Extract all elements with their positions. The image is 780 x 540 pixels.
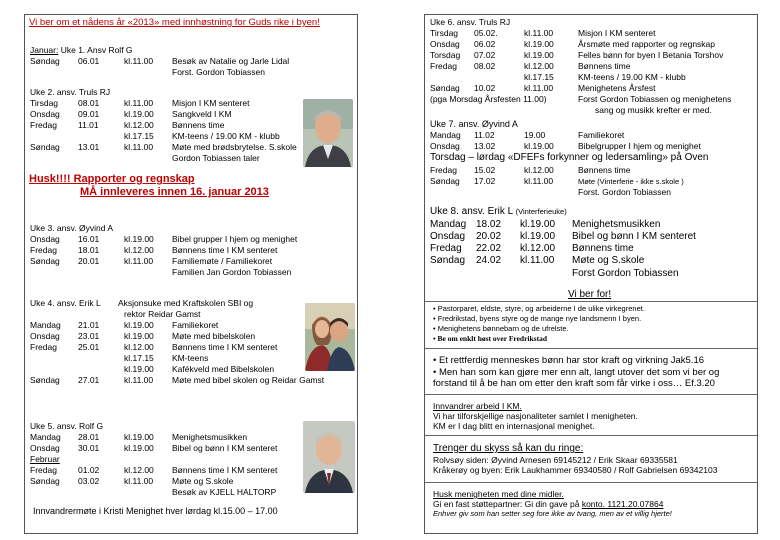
activity: Familiekoret [578, 130, 625, 140]
week-1-label: Uke 1. Ansv Rolf G [58, 45, 133, 55]
activity: Misjon I KM senteret [578, 28, 656, 38]
time: kl.19.00 [124, 364, 154, 374]
week-4-title: Uke 4. ansv. Erik L [30, 298, 101, 308]
date: 18.01 [78, 245, 100, 255]
day: Fredag [30, 465, 57, 475]
time: kl.19.00 [124, 234, 154, 244]
day: Torsdag [430, 50, 461, 60]
innvandrer-line: KM er I dag blitt en internasjonal menighet. [433, 421, 595, 431]
time: 19.00 [524, 130, 546, 140]
activity: Bibelgrupper I hjem og menighet [578, 141, 701, 151]
activity: Bønnens time I KM senteret [172, 245, 278, 255]
time: kl.19.00 [124, 320, 154, 330]
activity: KM-teens / 19.00 KM - klubb [172, 131, 280, 141]
husk-text: Gi en fast støttepartner: Gi din gave på [433, 499, 582, 509]
week-6-title: Uke 6. ansv. Truls RJ [430, 17, 511, 27]
activity: Besøk av Natalie og Jarle Lidal [172, 56, 290, 66]
day: Mandag [430, 219, 467, 230]
innvandrer-line: Vi har tilforskjellige nasjonaliteter samlet I menigheten. [433, 411, 638, 421]
time: kl.19.00 [524, 50, 554, 60]
activity: Bønnens time [578, 165, 631, 175]
innvandrer-block [433, 401, 751, 431]
date: 08.02 [474, 61, 496, 71]
activity: Bibel og bønn I KM senteret [572, 231, 696, 242]
activity: Felles bønn for byen I Betania Torshov [578, 50, 724, 60]
time: kl.11.00 [124, 256, 154, 266]
time: kl.11.00 [124, 142, 154, 152]
date: 13.02 [474, 141, 496, 151]
activity: Møte med brødsbrytelse. S.skole [172, 142, 297, 152]
day: Onsdag [430, 141, 460, 151]
page-header: Vi ber om et nådens år «2013» med innhøstning for Guds rike i byen! [29, 17, 320, 28]
vi-ber-heading: Vi ber for! [568, 289, 612, 300]
week-3-extra: Familien Jan Gordon Tobiassen [172, 267, 292, 277]
day: Fredag [30, 342, 57, 352]
notice-line-2: MÅ innleveres innen 16. januar 2013 [80, 186, 269, 198]
date: 01.02 [78, 465, 100, 475]
activity: Møte (Vinterferie - ikke s.skole ) [578, 177, 684, 186]
activity: Menighetsmusikken [172, 432, 248, 442]
week-6-extra-1: Forst Gordon Tobiassen og menighetens [578, 94, 732, 104]
skyss-line: Kråkerøy og byen: Erik Laukhammer 69340580 / Rolf Gabrielsen 69342103 [433, 465, 718, 475]
skyss-heading: Trenger du skyss så kan du ringe: [433, 443, 584, 454]
week-5-title: Uke 5. ansv. Rolf G [30, 421, 104, 431]
date: 06.02 [474, 39, 496, 49]
time: kl.11.00 [124, 476, 154, 486]
week-2-extra: Gordon Tobiassen taler [172, 153, 260, 163]
date: 07.02 [474, 50, 496, 60]
time: kl.19.00 [520, 231, 556, 242]
day: Søndag [30, 56, 60, 66]
week-6-extra-2: sang og musikk krefter er med. [595, 105, 712, 115]
day: Onsdag [30, 443, 60, 453]
day: Søndag [430, 255, 466, 266]
time: kl.11.00 [124, 56, 154, 66]
quote-block [433, 355, 751, 390]
activity: Bønnens time [572, 243, 634, 254]
day: Onsdag [430, 39, 460, 49]
vi-ber-list [433, 304, 751, 344]
activity: Bønnens time I KM senteret [172, 465, 278, 475]
week-7-title: Uke 7. ansv. Øyvind A [430, 119, 518, 129]
time: kl.19.00 [124, 331, 154, 341]
husk-block [433, 489, 751, 519]
skyss-line: Rolvsøy siden: Øyvind Arnesen 69145212 / Erik Skaar 69335581 [433, 455, 678, 465]
date: 21.01 [78, 320, 100, 330]
time: kl.17.15 [124, 131, 154, 141]
date: 25.01 [78, 342, 100, 352]
date: 30.01 [78, 443, 100, 453]
activity: Møte og S.skole [172, 476, 234, 486]
month-januar: Januar: [30, 45, 59, 55]
date: 15.02 [474, 165, 496, 175]
time: kl.11.00 [524, 176, 554, 186]
time: kl.11.00 [124, 98, 154, 108]
date: 11.02 [474, 130, 495, 140]
divider [425, 348, 757, 349]
week-8-title [430, 206, 567, 217]
divider [425, 435, 757, 436]
time: kl.12.00 [524, 61, 554, 71]
day: Fredag [430, 165, 457, 175]
week-5-extra: Besøk av KJELL HALTORP [172, 487, 277, 497]
activity: Misjon I KM senteret [172, 98, 250, 108]
vi-ber-item: • Pastorparet, eldste, styre, og arbeiderne I de ulike virkegrenet. [433, 304, 645, 313]
photo-pastor-icon [303, 99, 353, 167]
day: Søndag [30, 476, 60, 486]
week-3-title: Uke 3. ansv. Øyvind A [30, 223, 113, 233]
date: 23.01 [78, 331, 100, 341]
day: Mandag [30, 432, 61, 442]
week-1-title [30, 45, 133, 55]
activity: KM-teens [172, 353, 209, 363]
time: kl.19.00 [124, 109, 154, 119]
husk-line-1 [433, 499, 751, 509]
time: kl.19.00 [124, 432, 154, 442]
time: kl.17.15 [524, 72, 554, 82]
day: Fredag [430, 61, 457, 71]
divider [425, 482, 757, 483]
activity: Familiemøte / Familiekoret [172, 256, 273, 266]
activity: Menighetens Årsfest [578, 83, 656, 93]
date: 16.01 [78, 234, 100, 244]
dfef-heading: Torsdag – lørdag «DFEFs forkynner og ledersamling» på Oven [430, 152, 709, 163]
day: Fredag [30, 120, 57, 130]
activity: Kafékveld med Bibelskolen [172, 364, 275, 374]
date: 05.02. [474, 28, 498, 38]
innvandrer-heading: Innvandrer arbeid I KM. [433, 401, 522, 411]
week-4-intro-1: Aksjonsuke med Kraftskolen SBI og [118, 298, 254, 308]
day: Mandag [30, 320, 61, 330]
date: 20.01 [78, 256, 100, 266]
day: Søndag [430, 176, 460, 186]
day: Onsdag [30, 234, 60, 244]
vi-ber-item: • Be om enklt høst over Fredrikstad [433, 334, 548, 343]
day: Mandag [430, 130, 461, 140]
time: kl.19.00 [520, 219, 556, 230]
date: 28.01 [78, 432, 100, 442]
date: 17.02 [474, 176, 496, 186]
vi-ber-item: • Fredrikstad, byens styre og de mange nye landsmenn I byen. [433, 314, 642, 323]
activity: KM-teens / 19.00 KM - klubb [578, 72, 686, 82]
week-2-title: Uke 2. ansv. Truls RJ [30, 87, 111, 97]
divider [425, 394, 757, 395]
time: kl.17.15 [124, 353, 154, 363]
activity: Familiekoret [172, 320, 219, 330]
activity: Bønnens time [172, 120, 225, 130]
time: kl.12.00 [124, 120, 154, 130]
time: kl.19.00 [524, 141, 554, 151]
notice-text-1: Husk!!!! Rapporter og regnskap [29, 173, 195, 185]
husk-konto: konto. 1121.20.07864 [581, 499, 664, 509]
husk-heading: Husk menigheten med dine midler. [433, 489, 564, 499]
day: Tirsdag [430, 28, 459, 38]
date: 18.02 [476, 219, 502, 230]
date: 09.01 [78, 109, 100, 119]
date: 13.01 [78, 142, 100, 152]
date: 06.01 [78, 56, 100, 66]
week-6-note: (pga Morsdag Årsfesten 11.00) [430, 94, 547, 104]
day: Onsdag [30, 331, 60, 341]
date: 11.01 [78, 120, 99, 130]
activity: Bibel grupper I hjem og menighet [172, 234, 298, 244]
photo-guest-icon [303, 421, 355, 493]
week-1-extra: Forst. Gordon Tobiassen [172, 67, 265, 77]
time: kl.11.00 [124, 375, 154, 385]
vi-ber-item: • Menighetens bønnebarn og de ufrelste. [433, 324, 569, 333]
husk-line-2: Enhver giv som han setter seg fore ikke av tvang, men av et villig hjerte! [433, 509, 672, 518]
day: Onsdag [30, 109, 60, 119]
date: 08.01 [78, 98, 100, 108]
time: kl.12.00 [124, 245, 154, 255]
day: Fredag [430, 243, 462, 254]
date: 22.02 [476, 243, 502, 254]
activity: Sangkveld I KM [172, 109, 232, 119]
notice-line-1 [29, 173, 195, 185]
activity: Møte med bibel skolen og Reidar Gamst [172, 375, 325, 385]
month-februar: Februar [30, 454, 60, 464]
date: 20.02 [476, 231, 502, 242]
quote-line: forstand til å be han om etter den kraft som får virke i oss… Ef.3.20 [433, 378, 715, 389]
time: kl.11.00 [524, 83, 554, 93]
day: Onsdag [430, 231, 466, 242]
skyss-block [433, 443, 751, 475]
time: kl.12.00 [124, 342, 154, 352]
footer-innvandrer: Innvandrermøte i Kristi Menighet hver lørdag kl.15.00 – 17.00 [33, 506, 278, 516]
divider [425, 301, 757, 302]
time: kl.12.00 [524, 165, 554, 175]
activity: Bønnens time [578, 61, 631, 71]
time: kl.11.00 [524, 28, 554, 38]
date: 10.02 [474, 83, 496, 93]
date: 03.02 [78, 476, 100, 486]
date: 27.01 [78, 375, 100, 385]
day: Søndag [30, 256, 60, 266]
week-8-label: Uke 8. ansv. Erik L [430, 206, 513, 217]
activity: Bønnens time I KM senteret [172, 342, 278, 352]
week-8-note: (Vinterferieuke) [515, 207, 567, 216]
time: kl.19.00 [124, 443, 154, 453]
time: kl.19.00 [524, 39, 554, 49]
date: 24.02 [476, 255, 502, 266]
day: Tirsdag [30, 98, 59, 108]
time: kl.12.00 [124, 465, 154, 475]
week-4-intro-2: rektor Reidar Gamst [124, 309, 201, 319]
time: kl.12.00 [520, 243, 556, 254]
right-page [424, 14, 758, 534]
activity: Årsmøte med rapporter og regnskap [578, 39, 716, 49]
day: Søndag [30, 375, 60, 385]
activity: Møte og S.skole [572, 255, 645, 266]
left-page [24, 14, 358, 534]
photo-couple-icon [305, 303, 355, 371]
quote-line: • Et rettferdig menneskes bønn har stor kraft og virkning Jak5.16 [433, 355, 705, 366]
activity: Menighetsmusikken [572, 219, 661, 230]
dfef-extra: Forst. Gordon Tobiassen [578, 187, 671, 197]
quote-line: • Men han som kan gjøre mer enn alt, langt utover det som vi ber og [433, 366, 720, 378]
day: Fredag [30, 245, 57, 255]
week-8-extra: Forst Gordon Tobiassen [572, 268, 679, 279]
time: kl.11.00 [520, 255, 555, 266]
day: Søndag [430, 83, 460, 93]
day: Søndag [30, 142, 60, 152]
activity: Bibel og bønn I KM senteret [172, 443, 278, 453]
activity: Møte med bibelskolen [172, 331, 256, 341]
